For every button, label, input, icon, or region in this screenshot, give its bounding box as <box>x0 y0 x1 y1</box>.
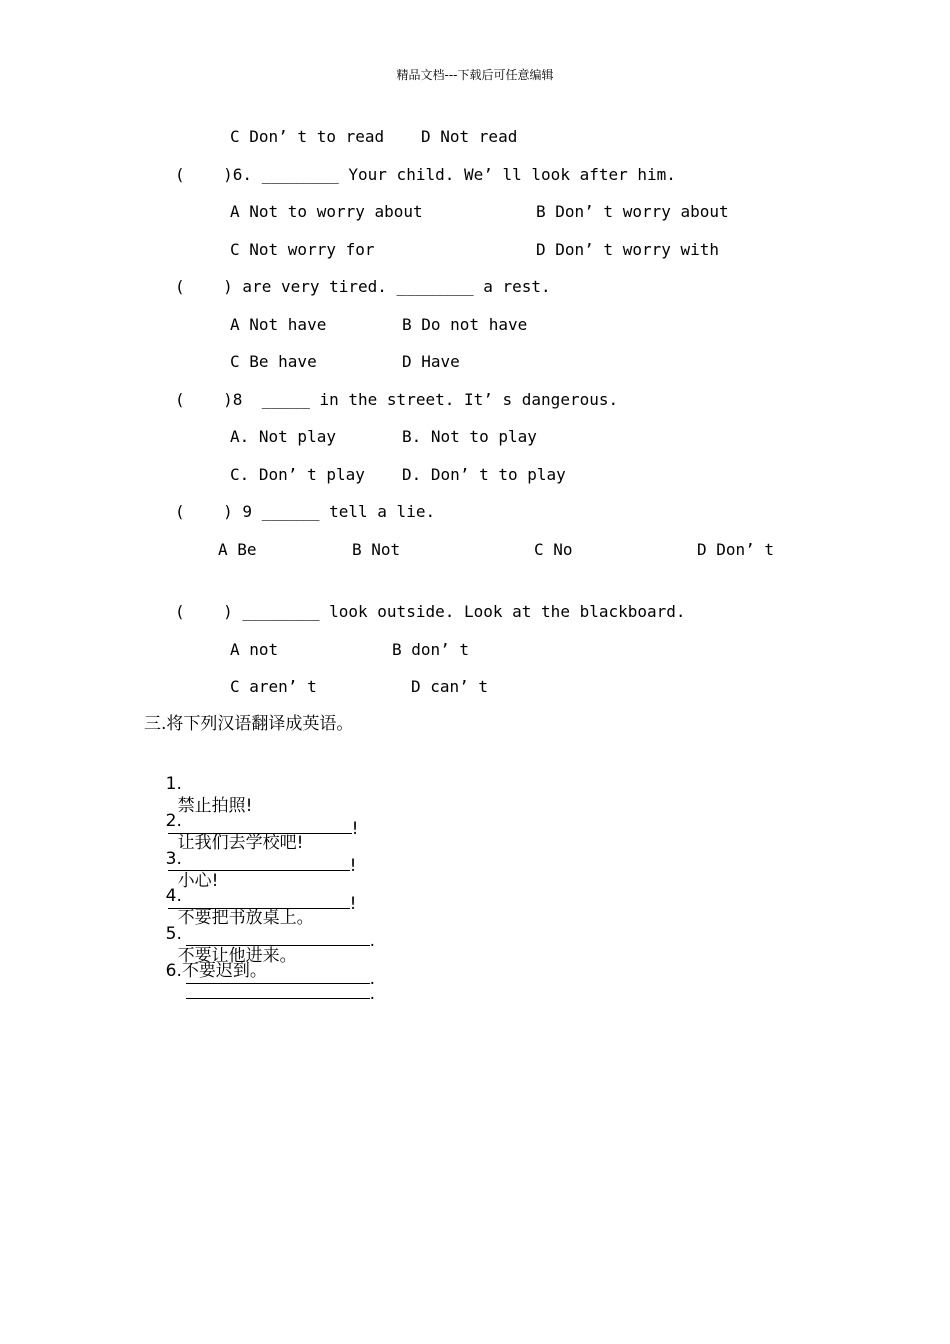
item-number: 4. <box>165 886 182 906</box>
q7-option-c: C Be have <box>230 352 317 371</box>
item-text: 小心! <box>177 871 219 891</box>
q9-option-a: A Be <box>218 540 257 559</box>
item-end-mark: ! <box>351 819 359 839</box>
item-end-mark: . <box>369 931 376 951</box>
item-number: 3. <box>165 849 182 869</box>
q9-option-b: B Not <box>352 540 401 559</box>
q7-stem: ( ) are very tired. ________ a rest. <box>175 277 551 296</box>
translation-item <box>144 938 375 1027</box>
item-number: 1. <box>165 774 182 794</box>
item-number: 6. <box>165 961 182 981</box>
item-number: 2. <box>165 811 182 831</box>
item-end-mark: ! <box>349 856 357 876</box>
q10-option-d: D can’ t <box>411 677 489 696</box>
q10-stem: ( ) ________ look outside. Look at the blackboard. <box>175 602 686 621</box>
q10-option-a: A not <box>230 640 279 659</box>
item-text: 让我们去学校吧! <box>177 833 304 853</box>
q6-option-c: C Not worry for <box>230 240 375 259</box>
answer-blank[interactable] <box>186 982 370 999</box>
q10-option-c: C aren’ t <box>230 677 317 696</box>
q9-option-c: C No <box>534 540 573 559</box>
q5-option-d: D Not read <box>421 127 518 146</box>
page-header: 精品文档---下载后可任意编辑 <box>396 68 554 82</box>
q9-stem: ( ) 9 ______ tell a lie. <box>175 502 436 521</box>
item-end-mark: . <box>369 984 376 1004</box>
item-number: 5. <box>165 924 182 944</box>
item-text: 不要迟到。 <box>181 961 267 981</box>
q6-option-a: A Not to worry about <box>230 202 423 221</box>
q9-option-d: D Don’ t <box>697 540 775 559</box>
item-text: 不要把书放桌上。 <box>177 908 314 928</box>
q8-option-a: A. Not play <box>230 427 336 446</box>
item-end-mark: . <box>369 969 376 989</box>
q7-option-a: A Not have <box>230 315 327 334</box>
q8-option-b: B. Not to play <box>402 427 537 446</box>
q6-option-d: D Don’ t worry with <box>536 240 720 259</box>
q5-option-c: C Don’ t to read <box>230 127 385 146</box>
item-end-mark: ! <box>349 894 357 914</box>
q6-stem: ( )6. ________ Your child. We’ ll look after him. <box>175 165 676 184</box>
item-text: 不要让他进来。 <box>177 946 297 966</box>
q7-option-d: D Have <box>402 352 460 371</box>
q8-stem: ( )8 _____ in the street. It’ s dangerous. <box>175 390 619 409</box>
item-text: 禁止拍照! <box>177 796 253 816</box>
section3-title: 三.将下列汉语翻译成英语。 <box>144 714 354 734</box>
q8-option-c: C. Don’ t play <box>230 465 365 484</box>
q7-option-b: B Do not have <box>402 315 528 334</box>
q10-option-b: B don’ t <box>392 640 470 659</box>
q6-option-b: B Don’ t worry about <box>536 202 729 221</box>
q8-option-d: D. Don’ t to play <box>402 465 566 484</box>
